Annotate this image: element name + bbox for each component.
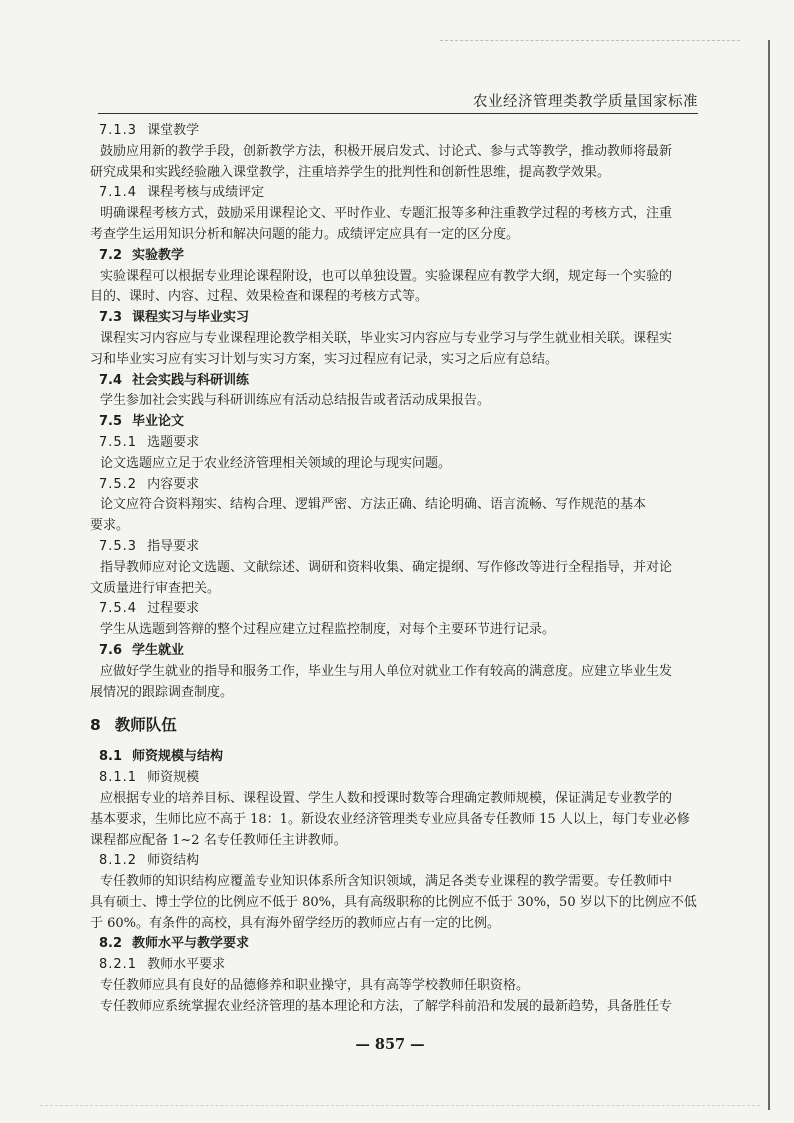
section-heading [90,641,702,662]
paragraph-line: 明确课程考核方式，鼓励采用课程论文、平时作业、专题汇报等多种注重教学过程的考核方式，注重 [100,206,673,222]
paragraph-line: 学生从选题到答辩的整个过程应建立过程监控制度，对每个主要环节进行记录。 [100,622,556,638]
heading-text: 指导要求 [147,538,200,554]
heading-number: 7.4 [99,372,123,388]
heading-number: 7.6 [99,642,123,658]
heading-text: 课堂教学 [147,123,200,138]
subsection-heading [90,768,702,789]
heading-number: 7.1.4 [99,185,138,201]
paragraph-continuation: 于 60%。有条件的高校，具有海外留学经历的教师应占有一定的比例。 [90,915,501,931]
paragraph-continuation: 具有硕士、博士学位的比例应不低于 80%，具有高级职称的比例应不低于 30%，50 岁以下的比例应不低 [90,894,697,910]
body-text [90,121,702,1018]
paragraph-line: 专任教师应系统掌握农业经济管理的基本理论和方法，了解学科前沿和发展的最新趋势，具备胜任专 [100,998,673,1014]
heading-number: 8.2 [99,936,123,952]
heading-text: 教师水平要求 [147,957,226,973]
paragraph-continuation: 展情况的跟踪调查制度。 [90,684,234,700]
heading-text: 毕业论文 [132,414,185,430]
heading-text: 师资规模与结构 [132,749,224,765]
heading-number: 7.5.2 [99,476,138,492]
heading-text: 教师水平与教学要求 [132,936,250,952]
heading-number: 8.1.2 [99,853,138,869]
paragraph-continuation: 研究成果和实践经验融入课堂教学，注重培养学生的批判性和创新性思维，提高教学效果。 [90,164,611,180]
paragraph-continuation: 要求。 [90,518,130,534]
heading-text: 社会实践与科研训练 [132,372,250,388]
paragraph-line: 论文选题应立足于农业经济管理相关领域的理论与现实问题。 [100,455,452,471]
heading-number: 7.5.1 [99,434,138,450]
heading-text: 师资结构 [147,853,200,869]
heading-number: 7.5 [99,414,123,430]
heading-number: 7.3 [99,310,123,326]
heading-number: 7.5.4 [99,601,138,617]
scan-artifact-bottom [40,1105,760,1107]
paragraph-line: 鼓励应用新的教学手段，创新教学方法，积极开展启发式、讨论式、参与式等教学，推动教师将最新 [100,143,673,159]
section-heading [90,412,702,433]
chapter-heading [90,703,702,747]
heading-number: 7.5.3 [99,538,138,554]
paragraph-line: 论文应符合资料翔实、结构合理、逻辑严密、方法正确、结论明确、语言流畅、写作规范的基本 [100,497,647,513]
subsection-heading [90,851,702,872]
running-header: 农业经济管理类教学质量国家标准 [473,94,698,110]
scan-artifact-top [440,40,740,42]
heading-number: 8.1.1 [99,770,138,786]
header-rule [98,113,698,114]
section-heading [90,371,702,392]
section-heading [90,246,702,267]
paragraph-line: 课程实习内容应与专业课程理论教学相关联，毕业实习内容应与专业学习与学生就业相关联。课程实 [100,330,673,346]
subsection-heading [90,599,702,620]
heading-text: 课程实习与毕业实习 [132,310,250,326]
paragraph-continuation: 考查学生运用知识分析和解决问题的能力。成绩评定应具有一定的区分度。 [90,226,520,242]
heading-text: 课程考核与成绩评定 [147,185,265,201]
section-heading [90,308,702,329]
subsection-heading [90,121,702,142]
heading-text: 选题要求 [147,434,200,450]
paragraph-continuation: 文质量进行审查把关。 [90,580,221,596]
paragraph-line: 专任教师的知识结构应覆盖专业知识体系所含知识领域，满足各类专业课程的教学需要。专任教师中 [100,874,673,890]
heading-text: 实验教学 [132,247,185,263]
paragraph-continuation: 习和毕业实习应有实习计划与实习方案，实习过程应有记录，实习之后应有总结。 [90,351,559,367]
heading-text: 学生就业 [132,642,185,658]
paragraph-continuation: 目的、课时、内容、过程、效果检查和课程的考核方式等。 [90,289,429,305]
heading-text: 内容要求 [147,476,200,492]
subsection-heading [90,537,702,558]
subsection-heading [90,183,702,204]
section-heading [90,747,702,768]
heading-number: 8.2.1 [99,957,138,973]
paragraph-line: 指导教师应对论文选题、文献综述、调研和资料收集、确定提纲、写作修改等进行全程指导，并对论 [100,559,673,575]
subsection-heading [90,433,702,454]
subsection-heading [90,475,702,496]
section-heading [90,934,702,955]
heading-number: 8.1 [99,749,123,765]
paragraph-line: 应根据专业的培养目标、课程设置、学生人数和授课时数等合理确定教师规模，保证满足专业教学的 [100,790,673,806]
page-number: — 857 — [355,1036,425,1053]
heading-number: 8 [90,716,101,735]
scan-edge-right [768,40,770,1110]
heading-number: 7.1.3 [99,123,138,138]
paragraph-line: 实验课程可以根据专业理论课程附设，也可以单独设置。实验课程应有教学大纲，规定每一个实验的 [100,268,673,284]
subsection-heading [90,955,702,976]
heading-number: 7.2 [99,247,123,263]
paragraph-line: 学生参加社会实践与科研训练应有活动总结报告或者活动成果报告。 [100,393,491,409]
heading-text: 师资规模 [147,770,200,786]
paragraph-continuation: 基本要求，生师比应不高于 18：1。新设农业经济管理类专业应具备专任教师 15 人以上，每门专业必修 [90,811,690,827]
heading-text: 过程要求 [147,601,200,617]
paragraph-line: 专任教师应具有良好的品德修养和职业操守，具有高等学校教师任职资格。 [100,978,530,994]
heading-text: 教师队伍 [114,716,177,735]
paragraph-continuation: 课程都应配备 1~2 名专任教师任主讲教师。 [90,832,347,848]
paragraph-line: 应做好学生就业的指导和服务工作，毕业生与用人单位对就业工作有较高的满意度。应建立毕业生发 [100,663,673,679]
